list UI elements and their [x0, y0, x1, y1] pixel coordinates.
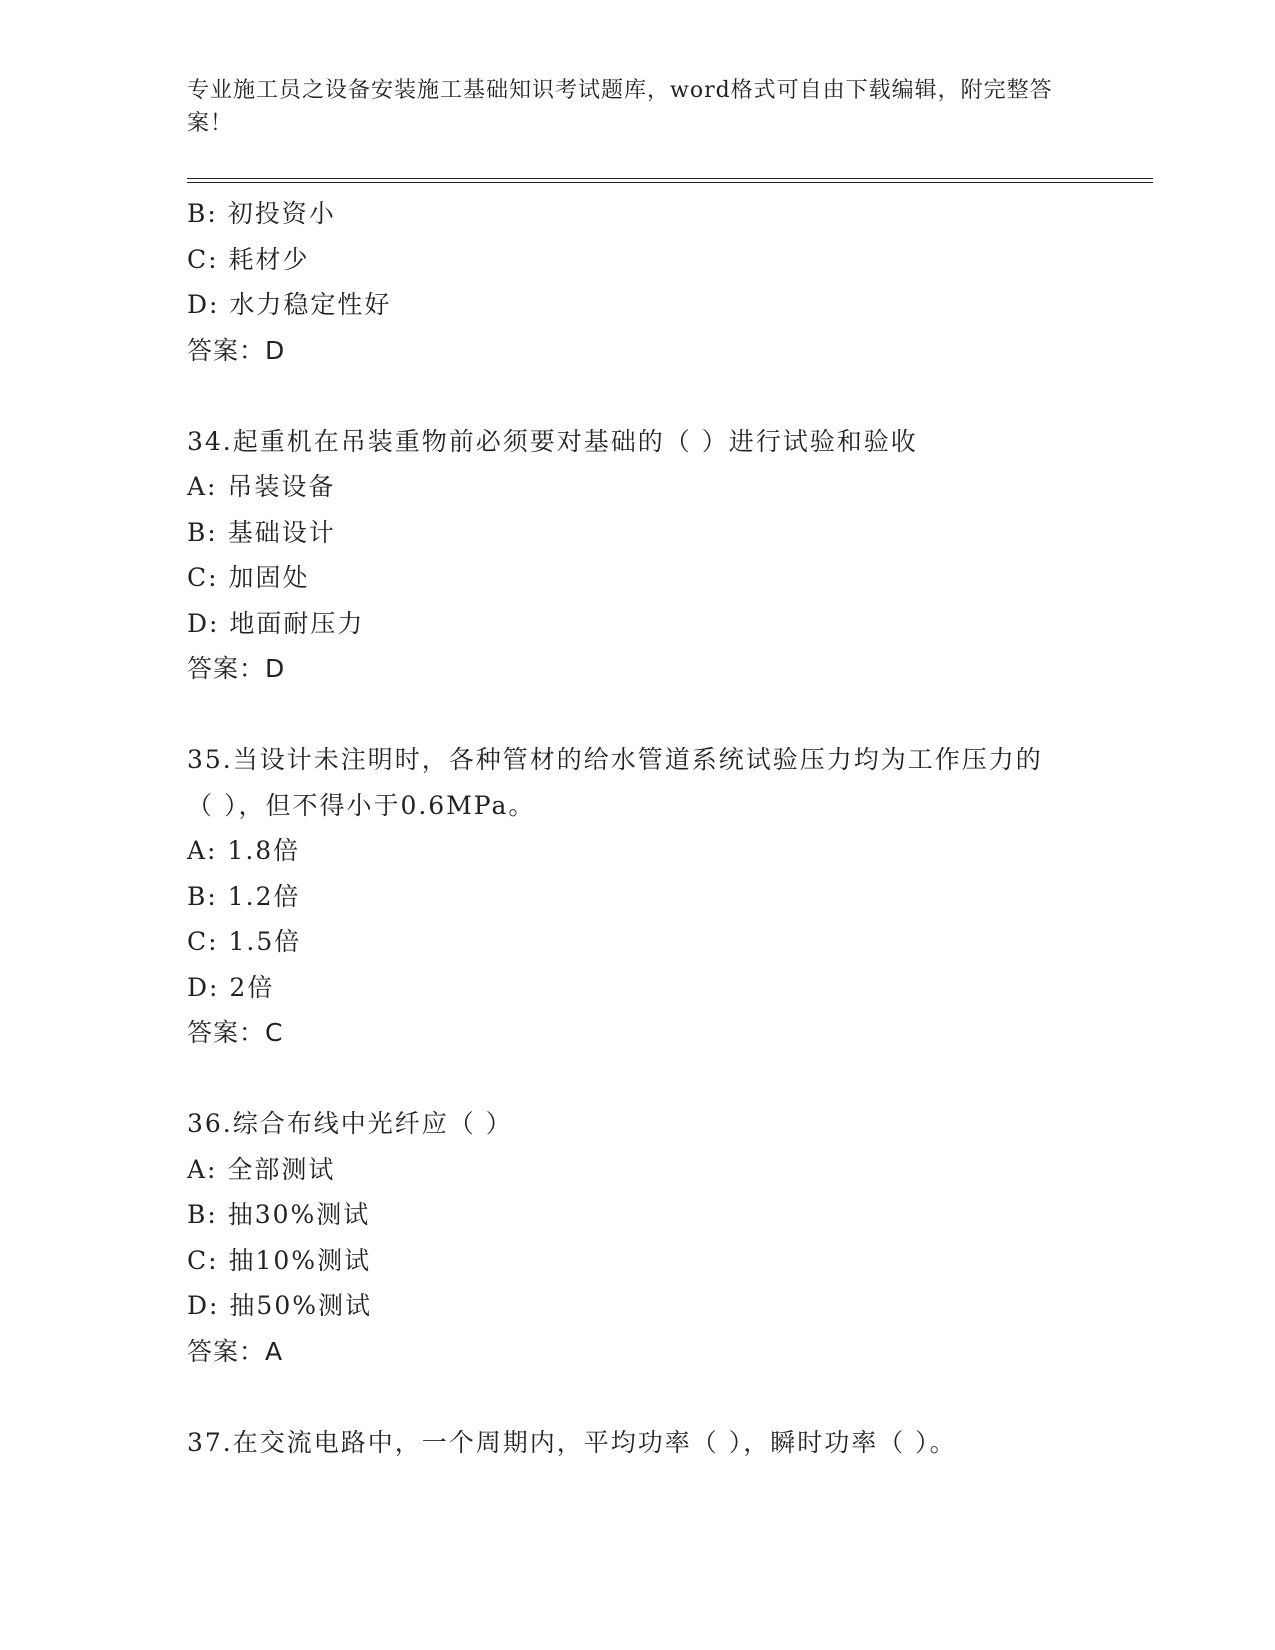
option-d: D: 2倍 [187, 972, 275, 1002]
option-d: D: 抽50%测试 [187, 1291, 372, 1320]
question-35 [187, 737, 1087, 1056]
answer: 答案：D [187, 335, 286, 365]
option-c: C: 耗材少 [187, 244, 310, 274]
document-header: 专业施工员之设备安装施工基础知识考试题库，word格式可自由下载编辑，附完整答案！ [187, 78, 1053, 136]
option-c: C: 1.5倍 [187, 927, 302, 956]
prev-question-tail [187, 191, 1087, 373]
header-divider-bottom [187, 182, 1153, 183]
answer: 答案：A [187, 1336, 284, 1366]
option-c: C: 加固处 [187, 563, 310, 592]
option-b: B: 抽30%测试 [187, 1200, 371, 1229]
answer: 答案：D [187, 654, 286, 683]
option-b: B: 初投资小 [187, 199, 336, 228]
option-a: A: 1.8倍 [187, 836, 301, 865]
option-a: A: 吊装设备 [187, 472, 336, 501]
question-text: 34.起重机在吊装重物前必须要对基础的（ ）进行试验和验收 [187, 426, 918, 456]
spacer [187, 1056, 1087, 1102]
option-a: A: 全部测试 [187, 1154, 336, 1184]
question-37 [187, 1420, 1087, 1466]
option-b: B: 1.2倍 [187, 881, 301, 911]
answer: 答案：C [187, 1018, 284, 1047]
option-c: C: 抽10%测试 [187, 1245, 372, 1275]
spacer [187, 1374, 1087, 1420]
option-d: D: 地面耐压力 [187, 608, 365, 638]
question-text: 36.综合布线中光纤应（ ） [187, 1109, 513, 1138]
question-36 [187, 1101, 1087, 1374]
spacer [187, 692, 1087, 738]
spacer [187, 373, 1087, 419]
question-34 [187, 419, 1087, 692]
question-list [187, 191, 1087, 1465]
question-text: 35.当设计未注明时，各种管材的给水管道系统试验压力均为工作压力的（ ），但不得小于0.6MPa。 [187, 745, 1043, 820]
option-d: D: 水力稳定性好 [187, 290, 392, 319]
option-b: B: 基础设计 [187, 517, 336, 547]
question-text: 37.在交流电路中，一个周期内，平均功率（ ），瞬时功率（ ）。 [187, 1427, 957, 1457]
header-divider-top [187, 178, 1153, 179]
